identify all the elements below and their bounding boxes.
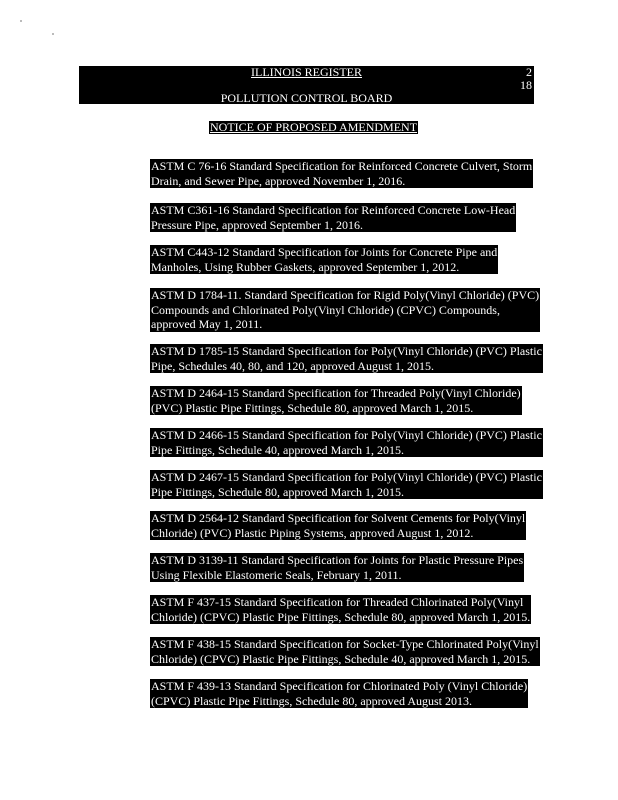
standard-entry: ASTM D 1784-11. Standard Specification for Rigid Poly(Vinyl Chloride) (PVC) Compounds and Chlorinated Poly(Vinyl Chloride) (CPVC) Compounds, approved May 1, 2011. [151, 288, 540, 331]
page-number: 2 18 [520, 65, 532, 92]
standard-entry: ASTM D 2564-12 Standard Specification for Solvent Cements for Poly(Vinyl Chloride) (PVC) Plastic Piping Systems, approved August 1, 2012. [151, 511, 526, 540]
standard-entry: ASTM D 2467-15 Standard Specification for Poly(Vinyl Chloride) (PVC) Plastic Pipe Fittings, Schedule 80, approved March 1, 2015. [151, 470, 542, 499]
notice-heading: NOTICE OF PROPOSED AMENDMENT [210, 120, 418, 134]
board-name: POLLUTION CONTROL BOARD [220, 91, 393, 105]
standard-entry: ASTM C 76-16 Standard Specification for Reinforced Concrete Culvert, Storm Drain, and Sewer Pipe, approved November 1, 2016. [151, 159, 533, 188]
standard-entry: ASTM F 437-15 Standard Specification for Threaded Chlorinated Poly(Vinyl Chloride) (CPVC) Plastic Pipe Fittings, Schedule 80, approved March 1, 2015. [151, 595, 531, 624]
scan-speck [52, 33, 54, 35]
register-title: ILLINOIS REGISTER [251, 65, 362, 79]
standard-entry: ASTM F 439-13 Standard Specification for Chlorinated Poly (Vinyl Chloride) (CPVC) Plastic Pipe Fittings, Schedule 80, approved August 2013. [151, 679, 528, 708]
scan-speck [20, 20, 22, 22]
standard-entry: ASTM C443-12 Standard Specification for Joints for Concrete Pipe and Manholes, Using Rubber Gaskets, approved September 1, 2012. [151, 245, 498, 274]
standard-entry: ASTM C361-16 Standard Specification for Reinforced Concrete Low-Head Pressure Pipe, approved September 1, 2016. [151, 203, 516, 232]
standard-entry: ASTM D 2466-15 Standard Specification for Poly(Vinyl Chloride) (PVC) Plastic Pipe Fittings, Schedule 40, approved March 1, 2015. [151, 428, 542, 457]
standard-entry: ASTM D 1785-15 Standard Specification for Poly(Vinyl Chloride) (PVC) Plastic Pipe, Schedules 40, 80, and 120, approved August 1, 2015. [151, 344, 542, 373]
standard-entry: ASTM F 438-15 Standard Specification for Socket-Type Chlorinated Poly(Vinyl Chloride) (CPVC) Plastic Pipe Fittings, Schedule 40, approved March 1, 2015. [151, 637, 539, 666]
standard-entry: ASTM D 3139-11 Standard Specification for Joints for Plastic Pressure Pipes Using Flexible Elastomeric Seals, February 1, 2011. [151, 553, 524, 582]
standard-entry: ASTM D 2464-15 Standard Specification for Threaded Poly(Vinyl Chloride) (PVC) Plastic Pipe Fittings, Schedule 80, approved March 1, 2015. [151, 386, 521, 415]
